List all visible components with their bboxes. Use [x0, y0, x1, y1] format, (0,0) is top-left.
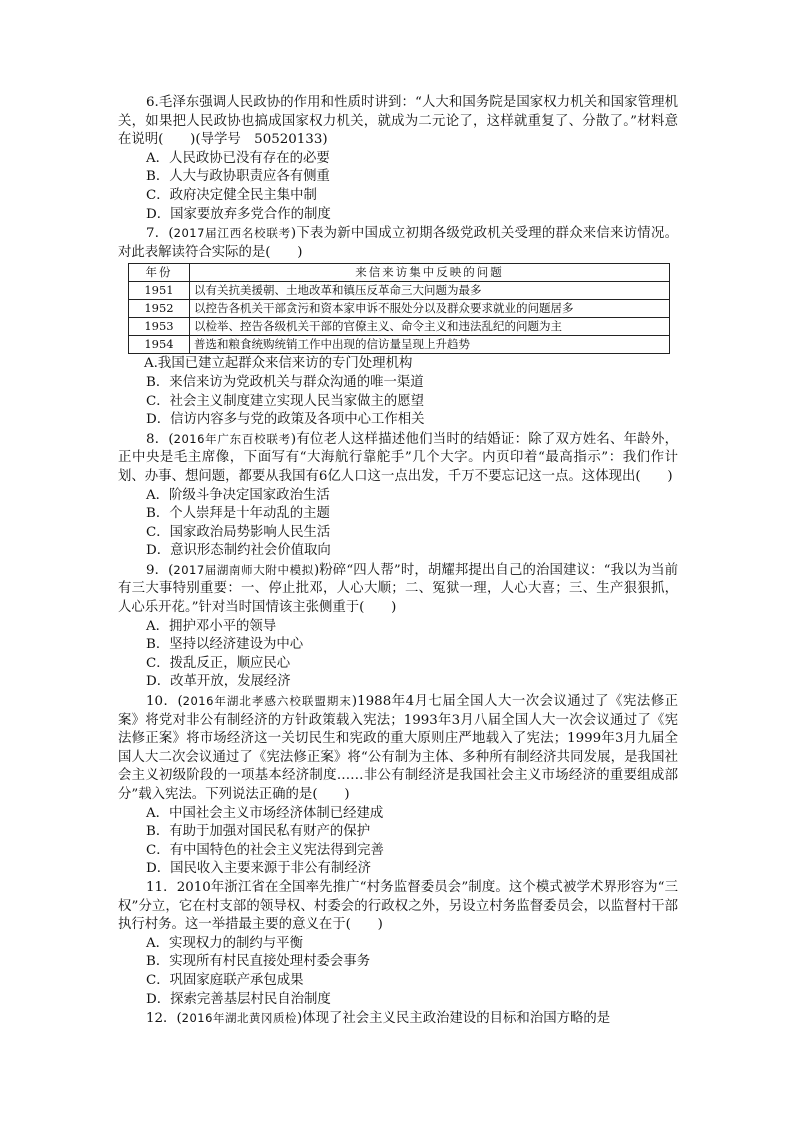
- question-stem: 10．(2016年湖北孝感六校联盟期末)1988年4月七届全国人大一次会议通过了《宪法修正案》将党对非公有制经济的方针政策载入宪法；1993年3月八届全国人大一次会议通过了《宪法修正案》将市场经济这一关切民生和宪政的重大原则庄严地载入了宪法；1999年3月九届全国人大二次会议通过了《宪法修正案》将“公有制为主体、多种所有制经济共同发展，是我国社会主义初级阶段的一项基本经济制度……非公有制经济是我国社会主义市场经济的重要组成部分”载入宪法。下列说法正确的是( ): [118, 694, 679, 802]
- question-6: [118, 94, 678, 224]
- question-source: 2017届江西名校联考: [173, 226, 291, 241]
- table-row: [129, 336, 670, 354]
- option-c: C．国家政治局势影响人民生活: [146, 524, 331, 540]
- question-stem: 9．(2017届湖南师大附中模拟)粉碎“四人帮”时，胡耀邦提出自己的治国建议：“我以为当前有三大事特别重要：一、停止批邓，人心大顺；二、冤狱一理，人心大喜；三、生产狠狠抓，人心乐开花。”针对当时国情该主张侧重于( ): [118, 562, 678, 616]
- option-b: B．人大与政协职责应各有侧重: [146, 169, 330, 185]
- letters-visits-table: [128, 263, 670, 354]
- table-cell-issue: 以检举、控告各级机关干部的官僚主义、命令主义和违法乱纪的问题为主: [190, 318, 670, 336]
- option-c: C．政府决定健全民主集中制: [146, 187, 317, 203]
- question-7: [118, 224, 678, 430]
- table-header-issue: 来信来访集中反映的问题: [190, 264, 670, 282]
- option-d: D．信访内容多与党的政策及各项中心工作相关: [146, 412, 425, 428]
- table-cell-year: 1952: [129, 300, 190, 318]
- option-d: D．探索完善基层村民自治制度: [146, 991, 331, 1007]
- option-d: D．国民收入主要来源于非公有制经济: [146, 861, 371, 877]
- question-9: [118, 561, 678, 692]
- question-source: 2016年湖北黄冈质检: [181, 1011, 297, 1026]
- table-header-year: 年份: [129, 264, 190, 282]
- table-row: [129, 300, 670, 318]
- option-b: B．坚持以经济建设为中心: [146, 637, 304, 653]
- option-c: C．社会主义制度建立实现人民当家做主的愿望: [146, 393, 425, 409]
- question-source: 2017届湖南师大附中模拟: [173, 562, 314, 577]
- option-a: A．人民政协已没有存在的必要: [146, 150, 330, 166]
- option-b: B．个人崇拜是十年动乱的主题: [146, 506, 330, 522]
- question-page: [118, 94, 678, 1029]
- option-a: A．实现权力的制约与平衡: [146, 935, 303, 951]
- question-source: 2016年广东百校联考: [173, 431, 291, 446]
- option-c: C．巩固家庭联产承包成果: [146, 972, 304, 988]
- question-stem: 8．(2016年广东百校联考)有位老人这样描述他们当时的结婚证：除了双方姓名、年龄外，正中央是毛主席像，下面写有“大海航行靠舵手”几个大字。内页印着“最高指示”：我们作计划、办事、想问题，都要从我国有6亿人口这一点出发，千万不要忘记这一点。这体现出( ): [118, 431, 678, 484]
- question-11: [118, 879, 678, 1009]
- table-header-row: [129, 264, 670, 282]
- option-b: B．来信来访为党政机关与群众沟通的唯一渠道: [146, 374, 424, 390]
- question-stem: 6.毛泽东强调人民政协的作用和性质时讲到：“人大和国务院是国家权力机关和国家管理机关，如果把人民政协也搞成国家权力机关，就成为二元论了，这样就重复了、分散了。”材料意在说明( )(导学号 50520133): [118, 95, 678, 148]
- table-cell-issue: 以有关抗美援朝、土地改革和镇压反革命三大问题为最多: [190, 282, 670, 300]
- option-b: B．实现所有村民直接处理村委会事务: [146, 954, 371, 970]
- question-source: 2016年湖北孝感六校联盟期末: [182, 694, 352, 709]
- option-c: C．有中国特色的社会主义宪法得到完善: [146, 842, 384, 858]
- option-a: A．拥护邓小平的领导: [146, 618, 277, 634]
- table-cell-year: 1954: [129, 336, 190, 354]
- option-d: D．意识形态制约社会价值取向: [146, 543, 331, 559]
- question-stem: 11．2010年浙江省在全国率先推广“村务监督委员会”制度。这个模式被学术界形容为“三权”分立，它在村支部的领导权、村委会的行政权之外，另设立村务监督委员会，以监督村干部执行村务。这一举措最主要的意义在于( ): [118, 879, 678, 933]
- table-row: [129, 282, 670, 300]
- option-a: A．中国社会主义市场经济体制已经建成: [146, 805, 384, 821]
- option-a: A.我国已建立起群众来信来访的专门处理机构: [144, 356, 413, 372]
- table-cell-year: 1951: [129, 282, 190, 300]
- question-12: [118, 1009, 678, 1029]
- question-stem: 7．(2017届江西名校联考)下表为新中国成立初期各级党政机关受理的群众来信来访情况。对此表解读符合实际的是( ): [118, 226, 678, 260]
- question-stem: 12．(2016年湖北黄冈质检)体现了社会主义民主政治建设的目标和治国方略的是: [146, 1011, 611, 1027]
- option-a: A．阶级斗争决定国家政治生活: [146, 487, 330, 503]
- option-d: D．改革开放，发展经济: [146, 674, 291, 690]
- table-row: [129, 318, 670, 336]
- table-cell-issue: 以控告各机关干部贪污和资本家申诉不服处分以及群众要求就业的问题居多: [190, 300, 670, 318]
- option-c: C．拨乱反正，顺应民心: [146, 655, 291, 671]
- question-10: [118, 692, 678, 879]
- option-b: B．有助于加强对国民私有财产的保护: [146, 824, 371, 840]
- question-8: [118, 430, 678, 561]
- table-cell-issue: 普选和粮食统购统销工作中出现的信访量呈现上升趋势: [190, 336, 670, 354]
- option-d: D．国家要放弃多党合作的制度: [146, 206, 331, 222]
- table-cell-year: 1953: [129, 318, 190, 336]
